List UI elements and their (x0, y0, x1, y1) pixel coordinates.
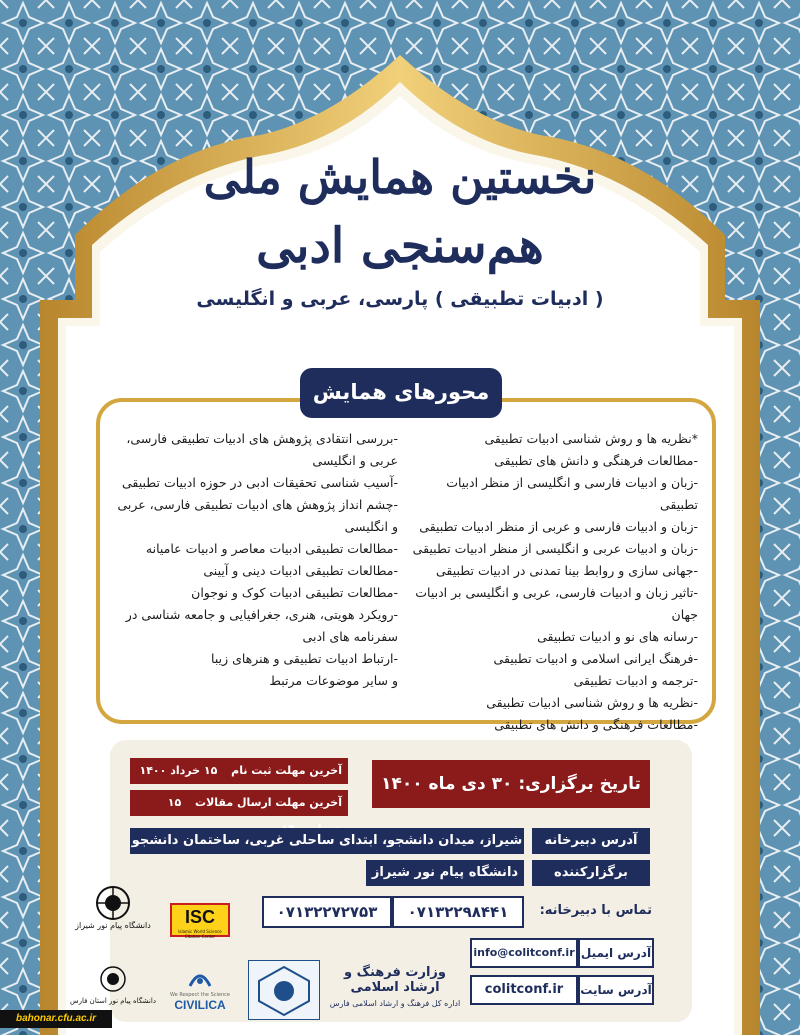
axis-item: -مطالعات تطبیقی ادبیات دینی و آیینی (203, 563, 398, 578)
civilica-name: CIVILICA (174, 998, 226, 1012)
axis-item: -بررسی انتقادی پژوهش های ادبیات تطبیقی فارسی، عربی و انگلیسی (126, 431, 398, 468)
axis-item: -آسیب شناسی تحقیقات ادبی در حوزه ادبیات تطبیقی (121, 475, 398, 490)
site-label: آدرس سایت (578, 975, 654, 1005)
axes-list-right (410, 428, 698, 736)
axis-item: -زبان و ادبیات فارسی و انگلیسی از منظر ادبیات تطبیقی (446, 475, 698, 512)
papers-deadline-value: ۱۵ (167, 796, 182, 809)
conference-title-line2: هم‌سنجی ادبی (256, 218, 544, 274)
ministry-emblem (248, 960, 320, 1020)
organizer-label: برگزارکننده (532, 860, 650, 886)
axes-list-left (110, 428, 398, 692)
conference-subtitle: ( ادبیات تطبیقی ) پارسی، عربی و انگلیسی (196, 288, 604, 310)
conference-title-line1: نخستین همایش ملی (203, 150, 597, 204)
registration-deadline-label: آخرین مهلت ثبت نام (231, 764, 342, 777)
isc-logo-text: ISC (184, 907, 215, 927)
axis-item: -مطالعات تطبیقی ادبیات کوک و نوجوان (191, 585, 398, 600)
axis-item: -تاثیر زبان و ادبیات فارسی، عربی و انگلیسی بر ادبیات جهان (415, 585, 698, 622)
pnu-shiraz-text: دانشگاه پیام نور شیراز (75, 921, 151, 930)
axes-heading: محورهای همایش (300, 368, 502, 418)
organizer-value: دانشگاه پیام نور شیراز (366, 860, 524, 886)
registration-deadline (130, 758, 348, 784)
axis-item: *نظریه ها و روش شناسی ادبیات تطبیقی (484, 431, 698, 446)
civilica-tagline: We Respect the Science (170, 992, 230, 998)
papers-deadline-label: آخرین مهلت ارسال مقالات (195, 796, 342, 809)
email-link[interactable]: info@colitconf.ir (470, 938, 578, 968)
axis-item: -رویکرد هویتی، هنری، جغرافیایی و جامعه شناسی در سفرنامه های ادبی (125, 607, 398, 644)
axis-item: و سایر موضوعات مرتبط (269, 673, 398, 688)
event-date: تاریخ برگزاری: ۳۰ دی ماه ۱۴۰۰ (372, 760, 650, 808)
pnu-shiraz-logo (68, 885, 158, 937)
registration-deadline-value: ۱۵ خرداد ۱۴۰۰ (139, 764, 218, 777)
phone-1[interactable]: ۰۷۱۳۲۲۹۸۴۴۱ (392, 896, 524, 928)
secretariat-label: آدرس دبیرخانه (532, 828, 650, 854)
axis-item: -زبان و ادبیات عربی و انگلیسی از منظر ادبیات تطبیقی (412, 541, 698, 556)
civilica-emblem-icon (188, 970, 212, 988)
axis-item: -رسانه های نو و ادبیات تطبیقی (537, 629, 698, 644)
pnu-emblem-icon (93, 885, 133, 921)
source-watermark: bahonar.cfu.ac.ir (0, 1010, 112, 1028)
email-label: آدرس ایمیل (578, 938, 654, 968)
axis-item: -مطالعات فرهنگی و دانش های تطبیقی (494, 453, 698, 468)
axis-item: -زبان و ادبیات فارسی و عربی از منظر ادبیات تطبیقی (419, 519, 698, 534)
axis-item: -فرهنگ ایرانی اسلامی و ادبیات تطبیقی (493, 651, 698, 666)
ministry-logo (325, 965, 465, 1015)
isc-logo-subtext: Islamic World Science Citation Center (178, 929, 222, 939)
axis-item: -مطالعات فرهنگی و دانش های تطبیقی (494, 717, 698, 732)
axis-item: -ارتباط ادبیات تطبیقی و هنرهای زیبا (211, 651, 398, 666)
ministry-subname: اداره کل فرهنگ و ارشاد اسلامی فارس (329, 999, 461, 1008)
civilica-logo (160, 970, 240, 1016)
isc-logo (170, 903, 230, 937)
axis-item: -جهانی سازی و روابط بینا تمدنی در ادبیات تطبیقی (435, 563, 698, 578)
papers-deadline (130, 790, 348, 816)
ministry-emblem-icon (249, 961, 319, 1019)
contact-label: تماس با دبیرخانه: (539, 903, 652, 918)
pnu-fars-logo (68, 965, 158, 1015)
axis-item: -نظریه ها و روش شناسی ادبیات تطبیقی (486, 695, 698, 710)
ministry-name: وزارت فرهنگ و ارشاد اسلامی (344, 965, 446, 995)
axis-item: -مطالعات تطبیقی ادبیات معاصر و ادبیات عامیانه (145, 541, 398, 556)
phone-2[interactable]: ۰۷۱۳۲۲۷۲۷۵۳ (262, 896, 392, 928)
axis-item: -چشم انداز پژوهش های ادبیات تطبیقی فارسی، عربی و انگلیسی (117, 497, 398, 534)
site-link[interactable]: colitconf.ir (470, 975, 578, 1005)
axis-item: -ترجمه و ادبیات تطبیقی (573, 673, 698, 688)
pnu-fars-text: دانشگاه پیام نور استان فارس (70, 997, 156, 1005)
pnu-fars-emblem-icon (98, 965, 128, 993)
secretariat-address: شیراز، میدان دانشجو، ابتدای ساحلی غربی، ساختمان دانشجو (130, 828, 524, 854)
